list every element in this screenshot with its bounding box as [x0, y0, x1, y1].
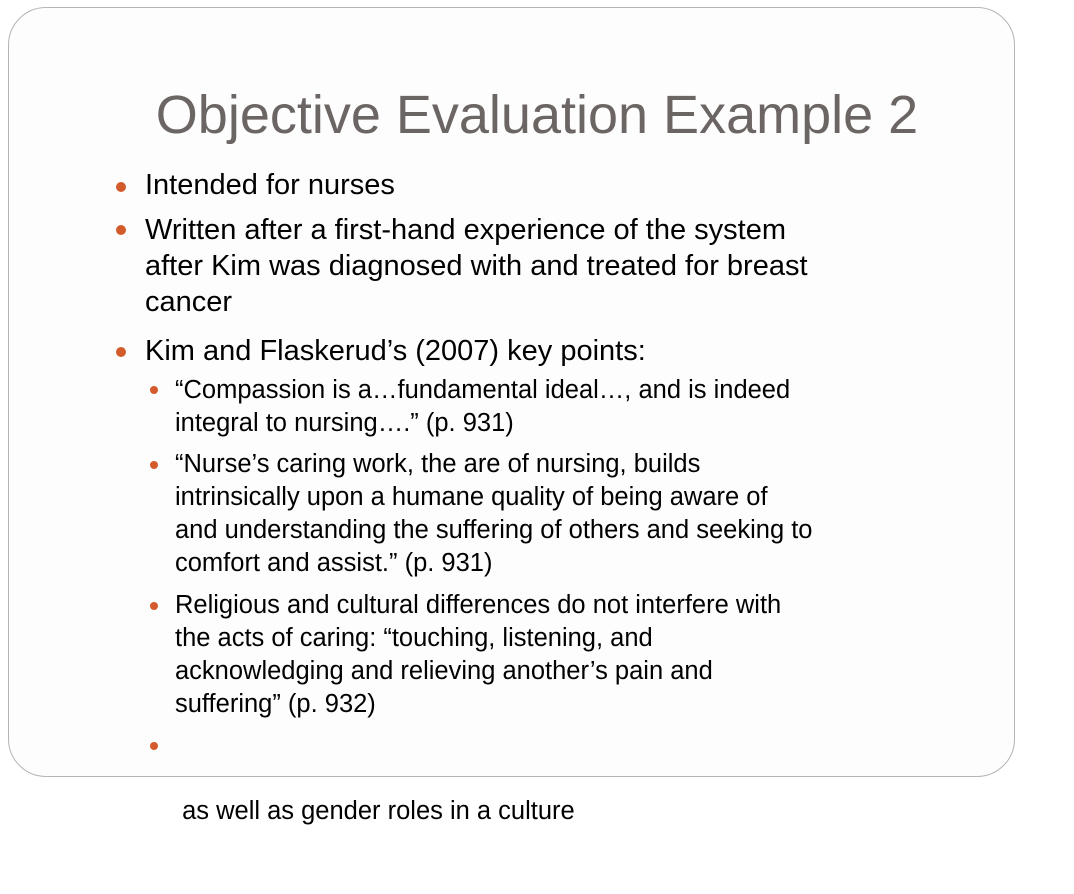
bullet-line: “Nurse’s caring work, the are of nursing, builds: [175, 450, 701, 478]
bullet-marker-icon: [116, 225, 126, 235]
bullet-line: “Compassion is a…fundamental ideal…, and is indeed: [175, 376, 791, 404]
bullet-marker-icon: [116, 347, 126, 357]
sub-bullet-marker-icon: [150, 602, 158, 610]
sub-bullet-marker-icon: [150, 386, 158, 394]
bullet-line: intrinsically upon a humane quality of being aware of: [175, 483, 768, 511]
bullet-line: suffering” (p. 932): [175, 690, 376, 718]
sub-bullet-marker-icon: [150, 742, 158, 750]
bullet-line: cancer: [145, 286, 233, 318]
bullet-item: [145, 333, 945, 369]
bullet-line: after Kim was diagnosed with and treated for breast: [145, 250, 808, 282]
bullet-line: Intended for nurses: [145, 169, 395, 201]
bullet-line: the acts of caring: “touching, listening, and: [175, 624, 653, 652]
bullet-line: Religious and cultural differences do not interfere with: [175, 591, 782, 619]
slide-title: Objective Evaluation Example 2: [155, 85, 919, 145]
bullet-line: as well as gender roles in a culture: [175, 797, 575, 825]
bullet-line: integral to nursing….” (p. 931): [175, 409, 514, 437]
bullet-item: [145, 167, 945, 203]
bullet-line: and understanding the suffering of others and seeking to: [175, 516, 813, 544]
bullet-marker-icon: [116, 182, 126, 192]
bullet-line: acknowledging and relieving another’s pain and: [175, 657, 713, 685]
sub-bullet-item: [175, 589, 975, 721]
sub-bullet-item: [175, 374, 975, 440]
sub-bullet-item: [175, 729, 975, 894]
bullet-line: Kim and Flaskerud’s (2007) key points:: [145, 335, 646, 367]
bullet-line: Written after a first-hand experience of the system: [145, 214, 786, 246]
sub-bullet-item: [175, 448, 975, 580]
bullet-line: comfort and assist.” (p. 931): [175, 549, 493, 577]
bullet-item: [145, 212, 945, 320]
sub-bullet-marker-icon: [150, 461, 158, 469]
